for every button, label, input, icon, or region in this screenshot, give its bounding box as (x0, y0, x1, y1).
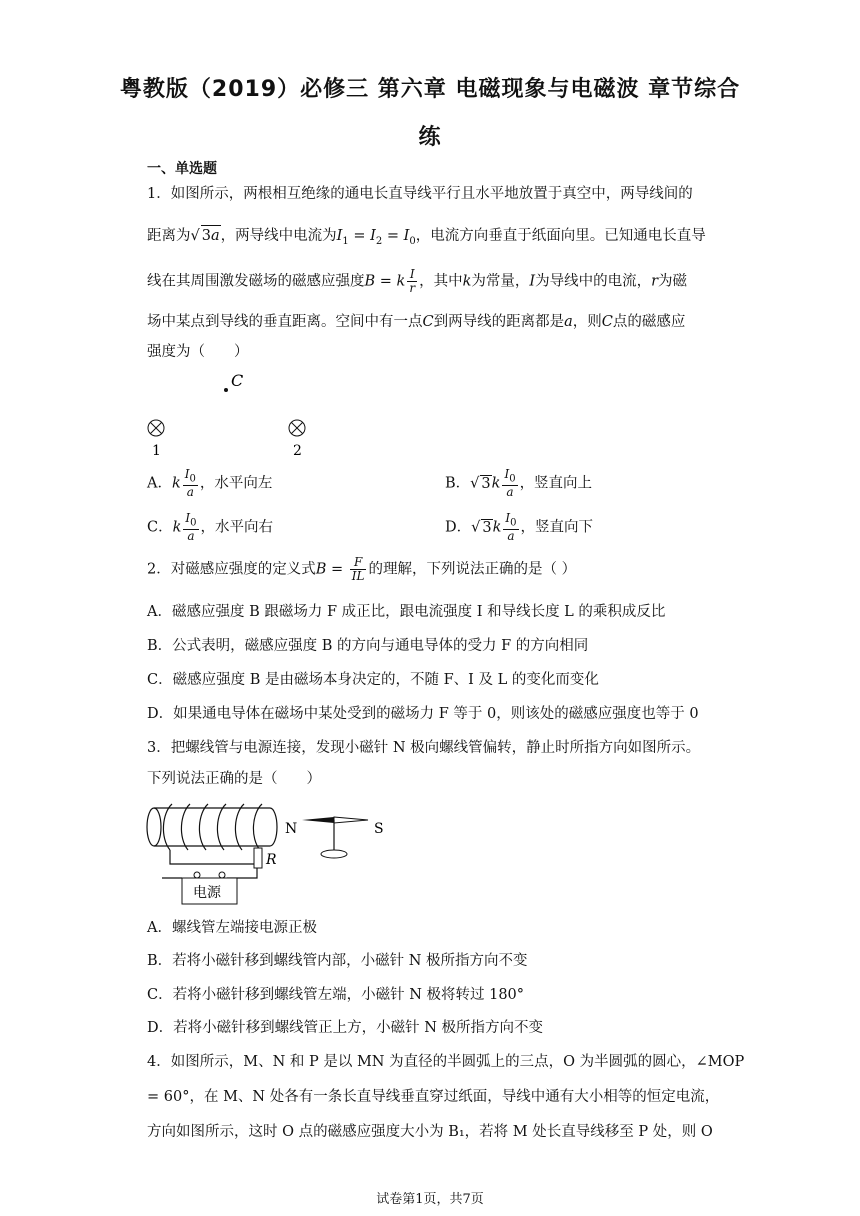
power-source-label: 电源 (193, 885, 221, 901)
q1-option-b[interactable]: B．√ 3k $\frac{I_0}{a}$ ，竖直向上 (445, 467, 593, 500)
q4-line3: 方向如图所示，这时 O 点的磁感应强度大小为 B₁，若将 M 处长直导线移至 P 处，则 O (147, 1124, 713, 1140)
q2-option-d[interactable]: D．如果通电导体在磁场中某处受到的磁场力 F 等于 0，则该处的磁感应强度也等于 0 (147, 706, 699, 722)
q2-option-a[interactable]: A．磁感应强度 B 跟磁场力 F 成正比，跟电流强度 I 和导线长度 L 的乘积成反比 (147, 604, 666, 620)
q1-line2: 距离为√ 3a，两导线中电流为$I_1 = I_2 = I_0$，电流方向垂直于纸面向里。已知通电长直导 (147, 225, 706, 252)
q1-option-a[interactable]: A．k $\frac{I_0}{a}$ ，水平向左 (147, 467, 273, 500)
q2-option-c[interactable]: C．磁感应强度 B 是由磁场本身决定的，不随 F、I 及 L 的变化而变化 (147, 672, 599, 688)
page-footer: 试卷第1页，共7页 (376, 1192, 484, 1207)
solenoid (147, 804, 277, 850)
point-c-label: C (231, 371, 244, 390)
needle-s-label: S (374, 821, 384, 837)
q3-option-b[interactable]: B．若将小磁针移到螺线管内部，小磁针 N 极所指方向不变 (147, 953, 528, 969)
q1-line1: 1．如图所示，两根相互绝缘的通电长直导线平行且水平地放置于真空中，两导线间的 (147, 186, 693, 202)
needle-n-label: N (285, 821, 298, 837)
q2-stem: 2．对磁感应强度的定义式B = $\frac{F}{IL}$ 的理解，下列说法正确的是（ ） (147, 555, 577, 583)
wire-1-label: 1 (152, 443, 161, 458)
power-source (182, 872, 237, 904)
wire-1-into-page-icon (148, 420, 164, 436)
section-heading: 一、单选题 (147, 161, 217, 177)
q3-option-a[interactable]: A．螺线管左端接电源正极 (147, 920, 317, 936)
wire-2-label: 2 (293, 443, 302, 458)
circuit-wires (162, 850, 257, 878)
q3-solenoid-figure (142, 798, 402, 908)
q3-line1: 3．把螺线管与电源连接，发现小磁针 N 极向螺线管偏转，静止时所指方向如图所示。 (147, 740, 701, 756)
q1-option-d[interactable]: D．√ 3k $\frac{I_0}{a}$ ，竖直向下 (445, 511, 594, 544)
resistor-label: R (266, 852, 277, 868)
page-title: 粤教版（2019）必修三 第六章 电磁现象与电磁波 章节综合 (119, 77, 741, 102)
q3-line2: 下列说法正确的是（ ） (147, 771, 321, 787)
q1-line4: 场中某点到导线的垂直距离。空间中有一点C到两导线的距离都是a，则C点的磁感应 (147, 314, 686, 330)
q3-option-d[interactable]: D．若将小磁针移到螺线管正上方，小磁针 N 极所指方向不变 (147, 1020, 544, 1036)
q4-line1: 4．如图所示，M、N 和 P 是以 MN 为直径的半圆弧上的三点，O 为半圆弧的圆心，∠MOP (147, 1054, 745, 1070)
q1-line5: 强度为（ ） (147, 344, 249, 360)
q2-option-b[interactable]: B．公式表明，磁感应强度 B 的方向与通电导体的受力 F 的方向相同 (147, 638, 589, 654)
q1-line3: 线在其周围激发磁场的磁感应强度B = k $\frac{I}{r}$ ，其中k为常量，I为导线中的电流，r为磁 (147, 267, 688, 295)
compass-needle (285, 817, 384, 858)
q1-wire-figure (140, 368, 340, 458)
q1-option-c[interactable]: C．k $\frac{I_0}{a}$ ，水平向右 (147, 511, 274, 544)
q3-option-c[interactable]: C．若将小磁针移到螺线管左端，小磁针 N 极将转过 180° (147, 987, 525, 1003)
resistor (254, 848, 262, 868)
wire-2-into-page-icon (289, 420, 305, 436)
point-c-dot (224, 388, 228, 392)
q4-line2: = 60°，在 M、N 处各有一条长直导线垂直穿过纸面，导线中通有大小相等的恒定电流， (147, 1089, 720, 1105)
page-title-cont: 练 (418, 125, 442, 150)
